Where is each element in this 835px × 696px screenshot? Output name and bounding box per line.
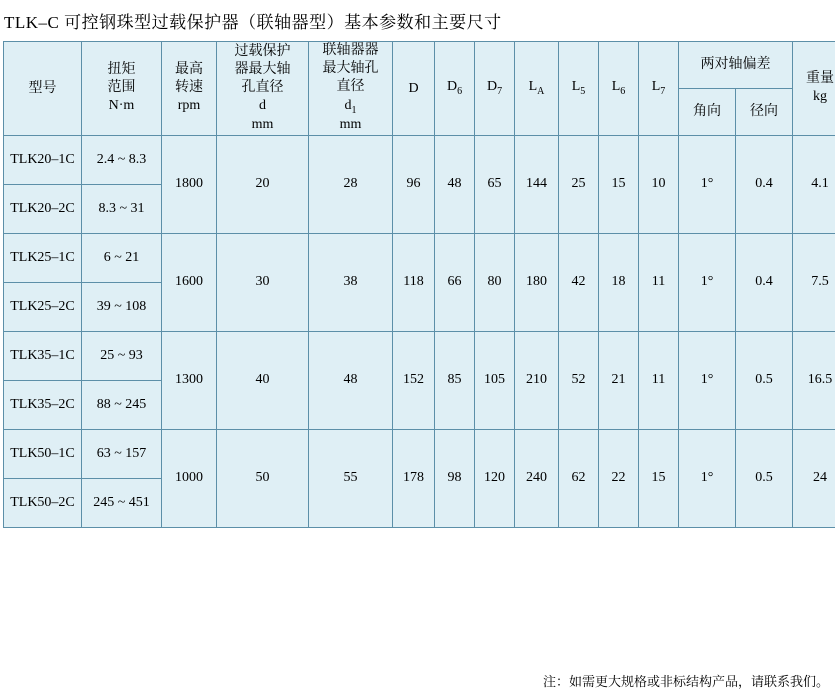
cell-weight: 4.1 (793, 135, 835, 233)
header-D6-subscript: 6 (457, 85, 463, 97)
cell-D: 118 (393, 233, 435, 331)
table-row (4, 429, 835, 478)
cell-radial: 0.5 (736, 429, 793, 527)
header-weight-line-1: 重量 (806, 71, 834, 87)
cell-LA: 240 (515, 429, 559, 527)
header-bore-d-line-3: 孔直径 (241, 80, 284, 96)
header-rpm-line-3: rpm (177, 98, 201, 114)
table-body (4, 135, 835, 527)
cell-bore-d1: 28 (309, 135, 393, 233)
page-title: TLK–C 可控钢珠型过载保护器（联轴器型）基本参数和主要尺寸 (4, 13, 502, 32)
header-D7-letter: D (486, 79, 498, 95)
cell-model: TLK20–1C (4, 135, 82, 184)
header-deviation-radial: 径向 (736, 88, 793, 135)
cell-LA: 210 (515, 331, 559, 429)
table-header (4, 42, 835, 136)
header-bore-d1-letter: d (344, 97, 352, 113)
cell-L6: 22 (599, 429, 639, 527)
cell-model: TLK20–2C (4, 184, 82, 233)
cell-L6: 18 (599, 233, 639, 331)
cell-angular: 1° (679, 331, 736, 429)
header-L5-subscript: 5 (580, 85, 586, 97)
header-max-rpm (162, 42, 217, 136)
header-bore-d-line-1: 过载保护 (234, 43, 291, 59)
header-L5-letter: L (571, 79, 581, 95)
cell-angular: 1° (679, 233, 736, 331)
header-D7-subscript: 7 (497, 85, 503, 97)
cell-torque: 39 ~ 108 (82, 282, 162, 331)
cell-torque: 25 ~ 93 (82, 331, 162, 380)
cell-bore-d: 30 (217, 233, 309, 331)
header-LA-subscript: A (537, 85, 545, 97)
cell-torque: 245 ~ 451 (82, 478, 162, 527)
cell-rpm: 1300 (162, 331, 217, 429)
cell-model: TLK35–2C (4, 380, 82, 429)
cell-D7: 120 (475, 429, 515, 527)
header-row-main (4, 42, 835, 89)
cell-torque: 2.4 ~ 8.3 (82, 135, 162, 184)
cell-radial: 0.4 (736, 135, 793, 233)
header-bore-d1-symbol (309, 97, 392, 117)
header-bore-d-line-2: 器最大轴 (234, 61, 291, 77)
cell-LA: 180 (515, 233, 559, 331)
cell-bore-d: 50 (217, 429, 309, 527)
cell-L5: 25 (559, 135, 599, 233)
cell-L6: 15 (599, 135, 639, 233)
cell-L7: 11 (639, 233, 679, 331)
cell-D6: 85 (435, 331, 475, 429)
table-row (4, 331, 835, 380)
header-L7 (639, 42, 679, 136)
cell-radial: 0.4 (736, 233, 793, 331)
header-torque-line-2: 范围 (107, 80, 136, 96)
cell-D: 178 (393, 429, 435, 527)
header-D6-letter: D (446, 79, 458, 95)
cell-bore-d: 20 (217, 135, 309, 233)
header-L7-letter: L (651, 79, 661, 95)
header-rpm-line-1: 最高 (175, 61, 203, 77)
cell-L6: 21 (599, 331, 639, 429)
header-bore-d-unit: mm (251, 116, 274, 132)
header-weight-line-2: kg (813, 89, 827, 105)
cell-bore-d: 40 (217, 331, 309, 429)
cell-bore-d1: 38 (309, 233, 393, 331)
cell-model: TLK50–1C (4, 429, 82, 478)
header-weight (793, 42, 835, 136)
cell-model: TLK25–1C (4, 233, 82, 282)
header-LA-letter: L (528, 79, 538, 95)
cell-torque: 8.3 ~ 31 (82, 184, 162, 233)
header-L6 (599, 42, 639, 136)
cell-model: TLK50–2C (4, 478, 82, 527)
cell-L5: 42 (559, 233, 599, 331)
header-torque-line-3: N·m (108, 98, 135, 114)
header-L6-letter: L (611, 79, 621, 95)
cell-model: TLK35–1C (4, 331, 82, 380)
header-L5 (559, 42, 599, 136)
cell-L5: 62 (559, 429, 599, 527)
cell-radial: 0.5 (736, 331, 793, 429)
cell-rpm: 1000 (162, 429, 217, 527)
cell-bore-d1: 48 (309, 331, 393, 429)
cell-L7: 10 (639, 135, 679, 233)
table-row (4, 233, 835, 282)
header-D: D (393, 42, 435, 136)
header-LA (515, 42, 559, 136)
header-D6 (435, 42, 475, 136)
cell-L7: 11 (639, 331, 679, 429)
cell-weight: 7.5 (793, 233, 835, 331)
cell-angular: 1° (679, 135, 736, 233)
cell-D6: 48 (435, 135, 475, 233)
header-L7-subscript: 7 (660, 85, 666, 97)
header-deviation-angular: 角向 (679, 88, 736, 135)
cell-D6: 98 (435, 429, 475, 527)
cell-D7: 80 (475, 233, 515, 331)
header-bore-d1-line-2: 最大轴孔 (322, 61, 379, 77)
header-bore-d (217, 42, 309, 136)
header-bore-d1 (309, 42, 393, 136)
cell-D7: 65 (475, 135, 515, 233)
cell-torque: 88 ~ 245 (82, 380, 162, 429)
header-bore-d1-line-1: 联轴器器 (322, 43, 379, 58)
header-D7 (475, 42, 515, 136)
footer-note: 注：如需更大规格或非标结构产品，请联系我们。 (542, 674, 829, 689)
header-bore-d1-subscript: 1 (351, 104, 357, 116)
specification-table (3, 41, 835, 528)
cell-weight: 24 (793, 429, 835, 527)
header-model: 型号 (4, 42, 82, 136)
cell-D7: 105 (475, 331, 515, 429)
cell-L5: 52 (559, 331, 599, 429)
cell-L7: 15 (639, 429, 679, 527)
header-torque-range (82, 42, 162, 136)
cell-torque: 63 ~ 157 (82, 429, 162, 478)
cell-model: TLK25–2C (4, 282, 82, 331)
header-bore-d-symbol: d (259, 98, 266, 114)
table-row (4, 135, 835, 184)
header-bore-d1-line-3: 直径 (336, 79, 365, 95)
cell-LA: 144 (515, 135, 559, 233)
cell-bore-d1: 55 (309, 429, 393, 527)
cell-rpm: 1600 (162, 233, 217, 331)
cell-D: 152 (393, 331, 435, 429)
cell-D: 96 (393, 135, 435, 233)
cell-angular: 1° (679, 429, 736, 527)
cell-weight: 16.5 (793, 331, 835, 429)
cell-rpm: 1800 (162, 135, 217, 233)
header-deviation-group: 两对轴偏差 (679, 42, 793, 89)
header-bore-d1-unit: mm (339, 117, 362, 133)
header-torque-line-1: 扭矩 (107, 61, 136, 77)
cell-torque: 6 ~ 21 (82, 233, 162, 282)
cell-D6: 66 (435, 233, 475, 331)
header-L6-subscript: 6 (620, 85, 626, 97)
header-rpm-line-2: 转速 (175, 80, 203, 96)
